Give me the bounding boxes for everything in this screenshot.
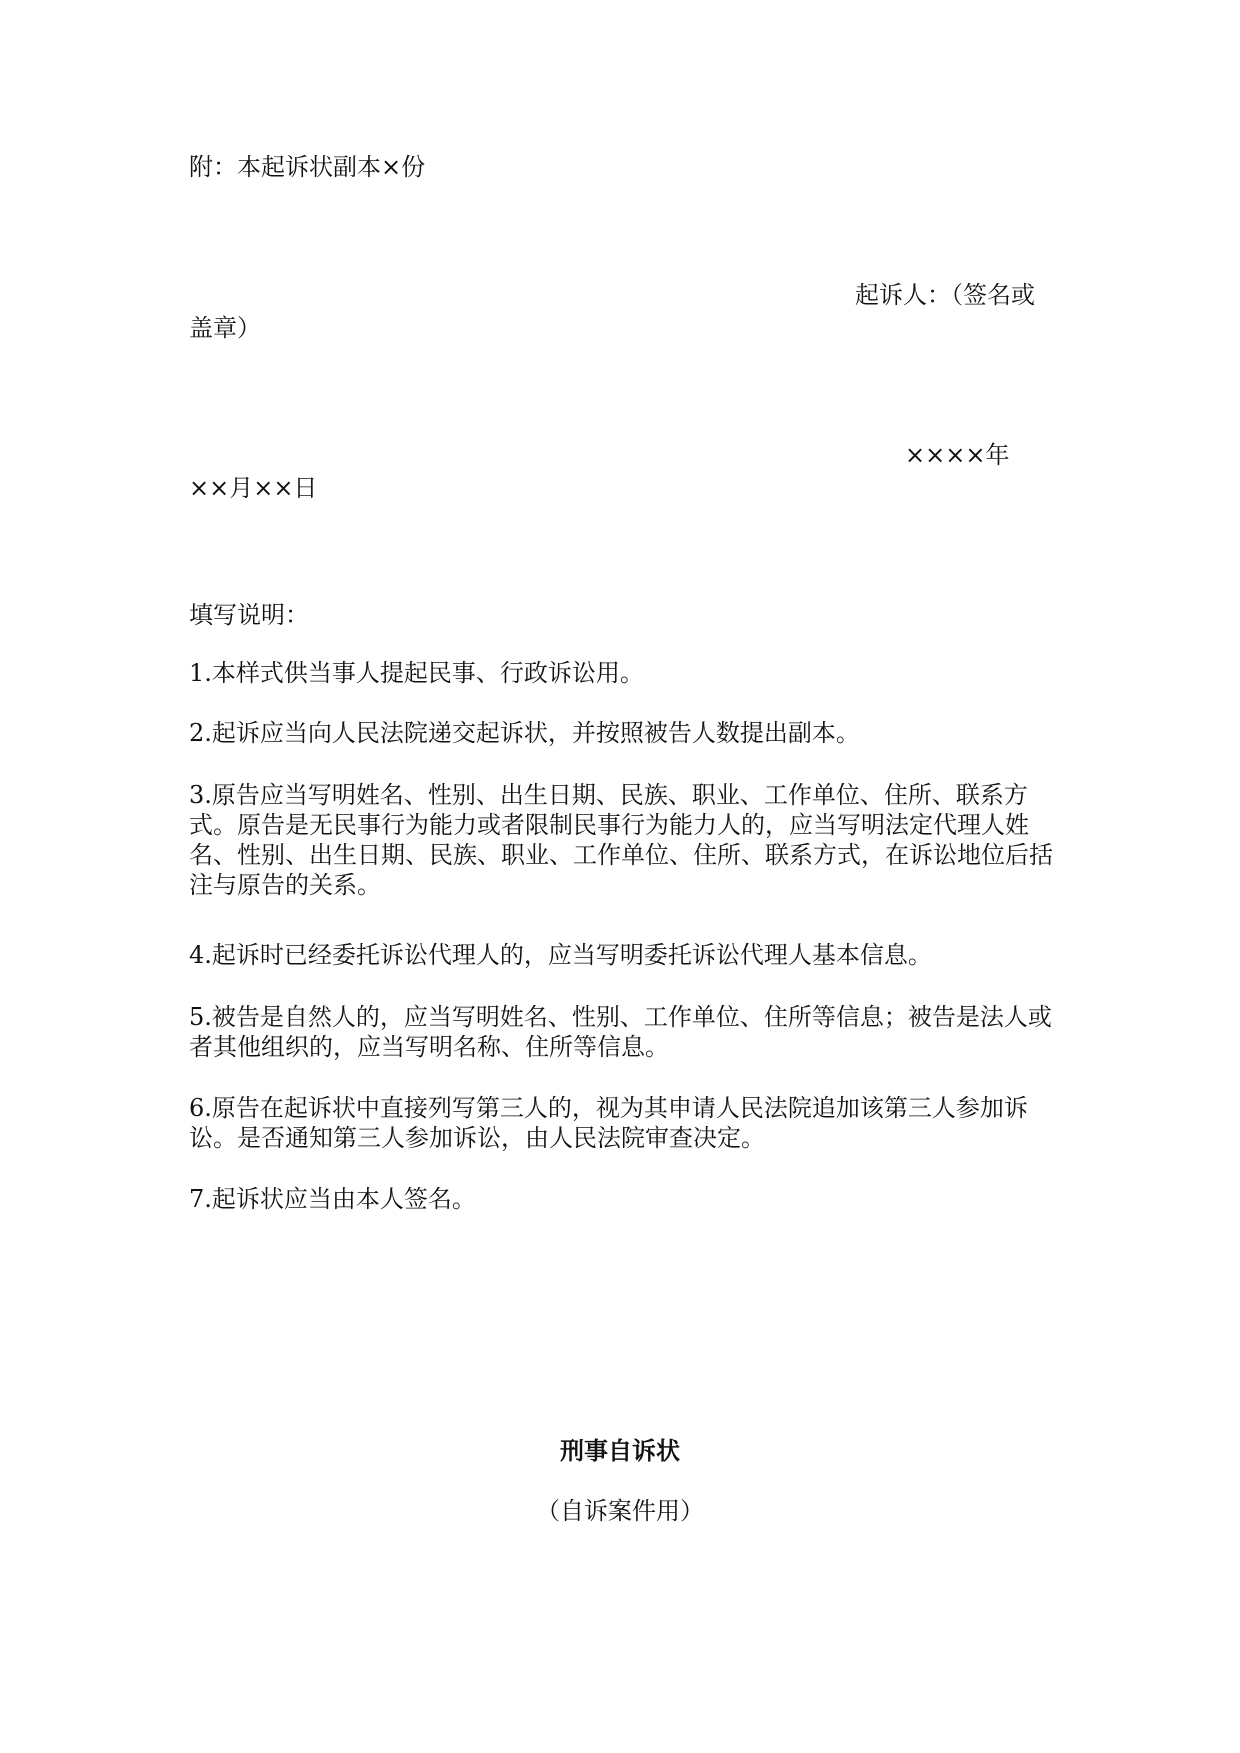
instruction-item-6: 6.原告在起诉状中直接列写第三人的，视为其申请人民法院追加该第三人参加诉讼。是否通知第三人参加诉讼，由人民法院审查决定。 — [189, 1094, 1028, 1152]
instructions-title: 填写说明： — [189, 601, 309, 629]
instruction-item-7: 7.起诉状应当由本人签名。 — [189, 1185, 476, 1213]
signature-label-line2: 盖章） — [189, 314, 261, 342]
instruction-item-2: 2.起诉应当向人民法院递交起诉状，并按照被告人数提出副本。 — [189, 719, 860, 747]
attachment-note: 附：本起诉状副本×份 — [189, 153, 426, 181]
instruction-item-5: 5.被告是自然人的，应当写明姓名、性别、工作单位、住所等信息；被告是法人或者其他组织的，应当写明名称、住所等信息。 — [189, 1003, 1052, 1061]
instruction-item-3: 3.原告应当写明姓名、性别、出生日期、民族、职业、工作单位、住所、联系方式。原告是无民事行为能力或者限制民事行为能力人的，应当写明法定代理人姓名、性别、出生日期、民族、职业、工作单位、住所、联系方式，在诉讼地位后括注与原告的关系。 — [189, 781, 1053, 899]
instruction-item-4: 4.起诉时已经委托诉讼代理人的，应当写明委托诉讼代理人基本信息。 — [189, 941, 932, 969]
instruction-item-1: 1.本样式供当事人提起民事、行政诉讼用。 — [189, 659, 644, 687]
date-line2: ××月××日 — [189, 474, 318, 502]
signature-label-line1: 起诉人：（签名或 — [855, 281, 1035, 309]
date-line1: ××××年 — [905, 441, 1010, 469]
document-subtitle: （自诉案件用） — [536, 1497, 704, 1525]
document-title: 刑事自诉状 — [560, 1436, 680, 1465]
